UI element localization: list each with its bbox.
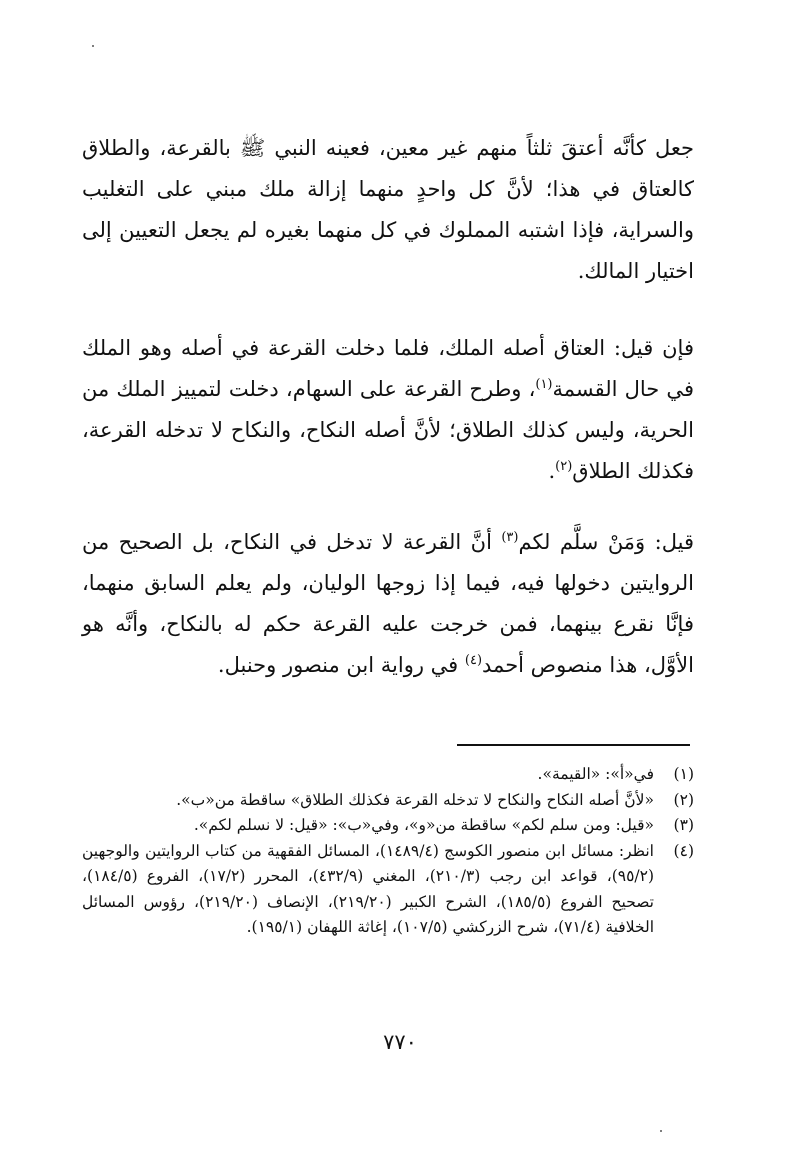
footnote-number: (٤) (673, 841, 694, 860)
footnote-number: (٣) (673, 816, 694, 834)
paragraph-text (82, 328, 694, 492)
paragraph-segment: . (548, 459, 556, 483)
scan-speck (92, 45, 94, 47)
footnote-1 (82, 762, 694, 788)
footnote-text: في«أ»: «القيمة». (537, 765, 654, 783)
main-paragraph-1 (82, 128, 694, 292)
paragraph-text: جعل كأنَّه أعتقَ ثلثاً منهم غير معين، فعينه النبي ﷺ بالقرعة، والطلاق كالعتاق في هذا؛ لأنَّ كل واحدٍ منهما إزالة ملك مبني على التغليب والسراية، فإذا اشتبه المملوك في كل منهما بغيره لم يجعل التعيين إلى اختيار المالك. (82, 136, 694, 283)
paragraph-segment: قيل: وَمَنْ سلَّم لكم (518, 530, 694, 554)
scan-speck (660, 1130, 662, 1132)
paragraph-segment: فإن قيل: العتاق أصله الملك، فلما دخلت القرعة في أصله وهو الملك في حال القسمة (82, 336, 694, 401)
footnote-3 (82, 813, 694, 839)
footnote-ref-2[interactable]: (٢) (555, 459, 573, 474)
footnote-2 (82, 788, 694, 814)
main-paragraph-2 (82, 328, 694, 492)
footnote-ref-1[interactable]: (١) (535, 377, 553, 392)
footnote-text: انظر: مسائل ابن منصور الكوسج (١٤٨٩/٤)، المسائل الفقهية من كتاب الروايتين والوجهين (٩٥/٢)، قواعد ابن رجب (٢١٠/٣)، المغني (٤٣٢/٩)، المحرر (١٧/٢)، الفروع (١٨٤/٥)، تصحيح الفروع (١٨٥/٥)، الشرح الكبير (٢١٩/٢٠)، الإنصاف (٢١٩/٢٠)، رؤوس المسائل الخلافية (٧١/٤)، شرح الزركشي (١٠٧/٥)، إغاثة اللهفان (١٩٥/١). (82, 841, 655, 936)
footnote-ref-3[interactable]: (٣) (501, 530, 519, 545)
footnote-separator (457, 744, 690, 746)
footnote-number: (١) (673, 765, 694, 783)
footnote-text: «لأنَّ أصله النكاح والنكاح لا تدخله القرعة فكذلك الطلاق» ساقطة من«ب». (176, 790, 654, 809)
footnote-text: «قيل: ومن سلم لكم» ساقطة من«و»، وفي«ب»: «قيل: لا نسلم لكم». (193, 816, 654, 834)
paragraph-segment: ، وطرح القرعة على السهام، دخلت لتمييز الملك من الحرية، وليس كذلك الطلاق؛ لأنَّ أصله النكاح، والنكاح لا تدخله القرعة، فكذلك الطلاق (82, 377, 694, 483)
footnote-ref-4[interactable]: (٤) (464, 653, 483, 668)
paragraph-segment: أنَّ القرعة لا تدخل في النكاح، بل الصحيح من الروايتين دخولها فيه، فيما إذا زوجها الوليان، ولم يعلم السابق منهما، فإنَّا نقرع بينهما، فمن خرجت عليه القرعة حكم له بالنكاح، وأنَّه هو الأوَّل، هذا منصوص أحمد (82, 530, 694, 677)
paragraph-segment: في رواية ابن منصور وحنبل. (217, 653, 465, 677)
page-number: ٧٧٠ (383, 1030, 417, 1054)
main-paragraph-3 (82, 522, 694, 686)
footnote-4 (82, 839, 694, 941)
paragraph-text (82, 522, 694, 686)
footnote-number: (٢) (673, 790, 694, 809)
footnotes-section (82, 762, 694, 941)
